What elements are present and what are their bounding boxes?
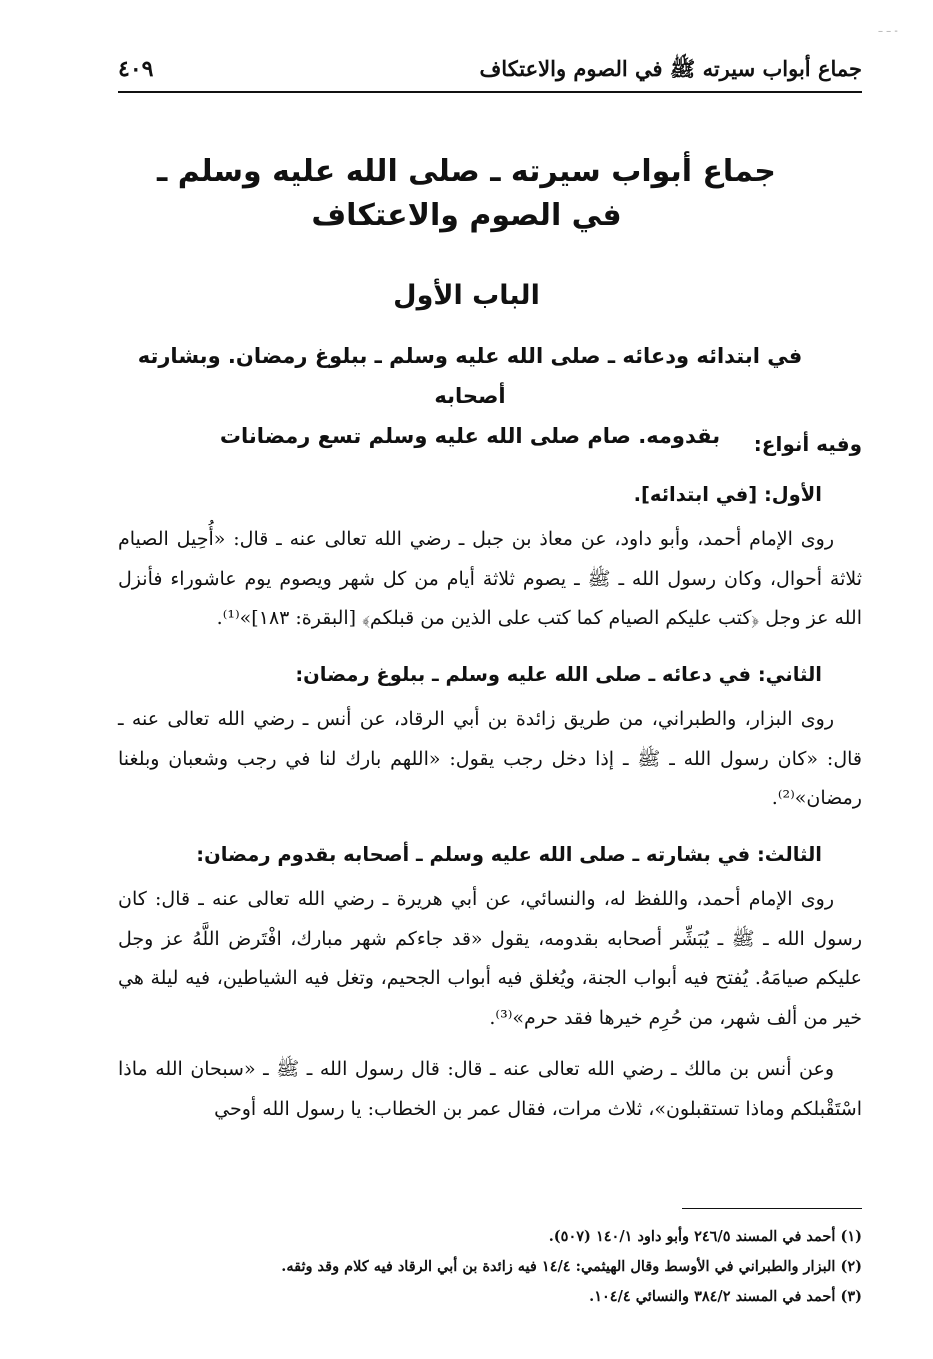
section-3-paragraph-2: وعن أنس بن مالك ـ رضي الله تعالى عنه ـ قال: قال رسول الله ـ ﷺ ـ «سبحان الله ماذا اسْتَقْبلكم وماذا تستقبلون»، ثلاث مرات، فقال عمر بن الخطاب: يا رسول الله أوحي — [118, 1058, 862, 1120]
footnote-1: (١) أحمد في المسند ٢٤٦/٥ وأبو داود ١٤٠/١ (٥٠٧). — [548, 1228, 862, 1245]
body-text — [118, 425, 862, 1129]
main-title-line-1: جماع أبواب سيرته ـ صلى الله عليه وسلم ـ — [157, 154, 776, 189]
chapter-title: الباب الأول — [393, 280, 540, 311]
footnotes — [118, 1222, 862, 1312]
section-2-paragraph: روى البزار، والطبراني، من طريق زائدة بن أبي الرقاد، عن أنس ـ رضي الله تعالى عنه ـ قال: «كان رسول الله ـ ﷺ ـ إذا دخل رجب يقول: «اللهم بارك لنا في رجب وشعبان وبلغنا رمضان»⁽²⁾. — [118, 708, 862, 809]
types-label: وفيه أنواع: — [753, 432, 862, 456]
section-heading-1: الأول: [في ابتدائه]. — [633, 482, 822, 506]
running-header — [118, 50, 862, 90]
chapter-subtitle-line-1: في ابتدائه ودعائه ـ صلى الله عليه وسلم ـ ببلوغ رمضان. وبشارته أصحابه — [137, 344, 803, 408]
section-heading-2: الثاني: في دعائه ـ صلى الله عليه وسلم ـ ببلوغ رمضان: — [295, 662, 822, 686]
page-number: ٤٠٩ — [118, 56, 154, 82]
footnote-3: (٣) أحمد في المسند ٣٨٤/٢ والنسائي ١٠٤/٤. — [589, 1288, 862, 1305]
footnote-2: (٢) البزار والطبراني في الأوسط وقال الهيثمي: ١٤/٤ فيه زائدة بن أبي الرقاد فيه كلام وقد وثقه. — [281, 1258, 862, 1275]
running-title: جماع أبواب سيرته ﷺ في الصوم والاعتكاف — [479, 56, 862, 81]
main-title-line-2: في الصوم والاعتكاف — [311, 198, 622, 233]
header-divider — [118, 91, 862, 93]
chapter-subtitle-line-2: بقدومه. صام صلى الله عليه وسلم تسع رمضانات — [219, 424, 721, 448]
footnote-divider — [682, 1208, 862, 1209]
title-block — [100, 150, 833, 238]
section-3-paragraph-1: روى الإمام أحمد، واللفظ له، والنسائي، عن أبي هريرة ـ رضي الله تعالى عنه ـ قال: كان رسول الله ـ ﷺ ـ يُبَشِّر أصحابه بقدومه، يقول «قد جاءكم شهر مبارك، افْتَرض اللَّهُ عز وجل عليكم صيامَهُ. يُفتح فيه أبواب الجنة، ويُغلق فيه أبواب الجحيم، وتغل فيه الشياطين، فيه ليلة هي خير من ألف شهر، من حُرِم خيرها فقد حرم»⁽³⁾. — [118, 888, 862, 1029]
section-heading-3: الثالث: في بشارته ـ صلى الله عليه وسلم ـ أصحابه بقدوم رمضان: — [196, 842, 822, 866]
section-1-paragraph: روى الإمام أحمد، وأبو داود، عن معاذ بن جبل ـ رضي الله تعالى عنه ـ قال: «أُحِيل الصيام ثلاثة أحوال، وكان رسول الله ـ ﷺ ـ يصوم ثلاثة أيام من كل شهر ويصوم يوم عاشوراء فأنزل الله عز وجل ﴿كتب عليكم الصيام كما كتب على الذين من قبلكم﴾ [البقرة: ١٨٣]»⁽¹⁾. — [118, 528, 862, 629]
scan-mark: – – - — [878, 26, 898, 37]
